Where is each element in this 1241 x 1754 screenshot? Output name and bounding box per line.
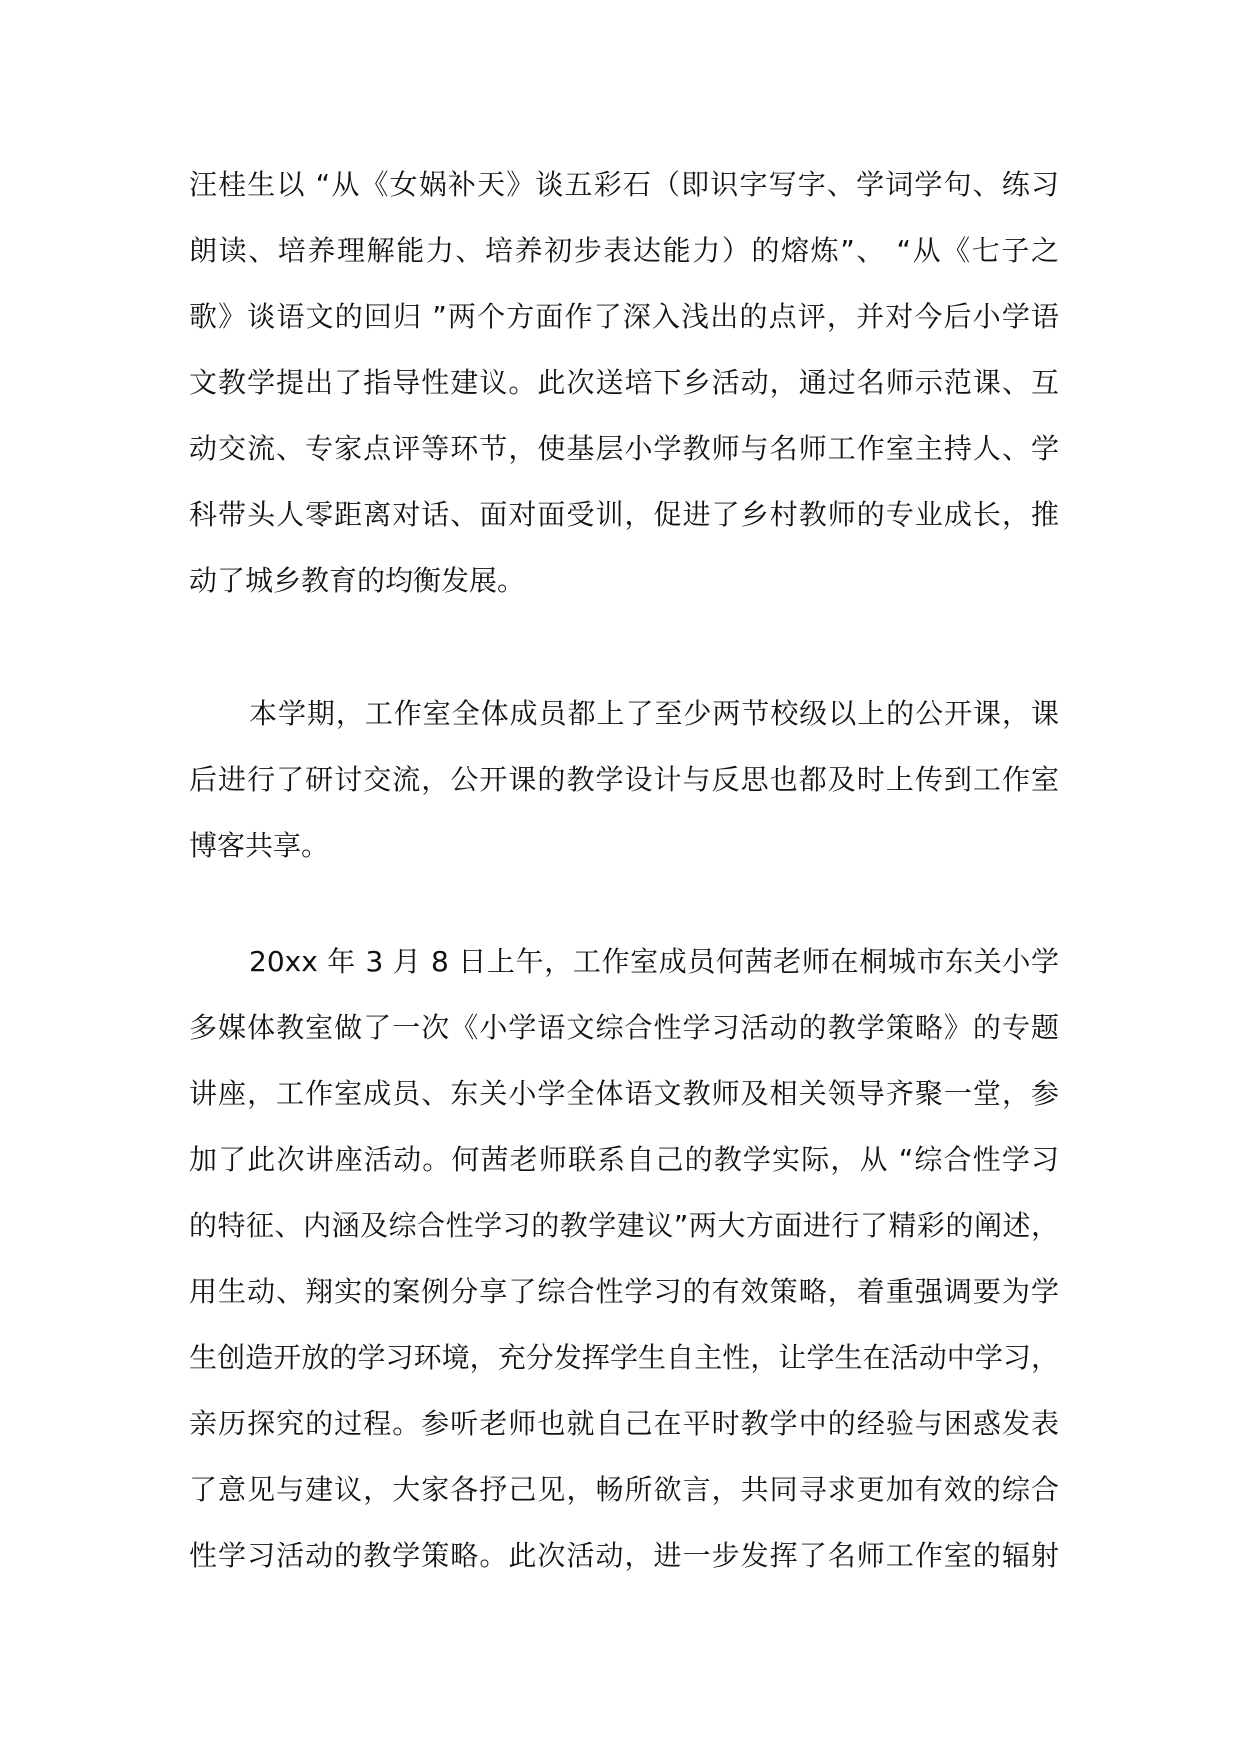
paragraph-line: 20xx 年 3 月 8 日上午，工作室成员何茜老师在桐城市东关小学 bbox=[249, 945, 1059, 978]
paragraph-line: 汪桂生以 “从《女娲补天》谈五彩石（即识字写字、学词学句、练习 bbox=[189, 168, 1059, 201]
paragraph-2 bbox=[189, 681, 1059, 879]
paragraph-line: 动交流、专家点评等环节，使基层小学教师与名师工作室主持人、学 bbox=[189, 432, 1059, 465]
paragraph-line: 文教学提出了指导性建议。此次送培下乡活动，通过名师示范课、互 bbox=[189, 366, 1059, 399]
paragraph-line: 了意见与建议，大家各抒己见，畅所欲言，共同寻求更加有效的综合 bbox=[189, 1473, 1059, 1506]
paragraph-line: 性学习活动的教学策略。此次活动，进一步发挥了名师工作室的辐射 bbox=[189, 1539, 1059, 1572]
paragraph-line: 亲历探究的过程。参听老师也就自己在平时教学中的经验与困惑发表 bbox=[189, 1407, 1059, 1440]
paragraph-line: 后进行了研讨交流，公开课的教学设计与反思也都及时上传到工作室 bbox=[189, 763, 1059, 796]
paragraph-line: 博客共享。 bbox=[189, 829, 330, 862]
paragraph-line: 朗读、培养理解能力、培养初步表达能力）的熔炼”、 “从《七子之 bbox=[189, 234, 1059, 267]
paragraph-line: 加了此次讲座活动。何茜老师联系自己的教学实际，从 “综合性学习 bbox=[189, 1143, 1059, 1176]
paragraph-line: 动了城乡教育的均衡发展。 bbox=[189, 564, 526, 597]
paragraph-3 bbox=[189, 929, 1059, 1589]
paragraph-line: 用生动、翔实的案例分享了综合性学习的有效策略，着重强调要为学 bbox=[189, 1275, 1059, 1308]
paragraph-line: 讲座，工作室成员、东关小学全体语文教师及相关领导齐聚一堂，参 bbox=[189, 1077, 1059, 1110]
paragraph-line: 的特征、内涵及综合性学习的教学建议”两大方面进行了精彩的阐述， bbox=[189, 1209, 1059, 1242]
paragraph-line: 科带头人零距离对话、面对面受训，促进了乡村教师的专业成长，推 bbox=[189, 498, 1059, 531]
paragraph-line: 本学期，工作室全体成员都上了至少两节校级以上的公开课，课 bbox=[249, 697, 1059, 730]
paragraph-line: 生创造开放的学习环境，充分发挥学生自主性，让学生在活动中学习， bbox=[189, 1341, 1059, 1374]
paragraph-line: 歌》谈语文的回归 ”两个方面作了深入浅出的点评，并对今后小学语 bbox=[189, 300, 1059, 333]
paragraph-1 bbox=[189, 152, 1059, 614]
paragraph-line: 多媒体教室做了一次《小学语文综合性学习活动的教学策略》的专题 bbox=[189, 1011, 1059, 1044]
